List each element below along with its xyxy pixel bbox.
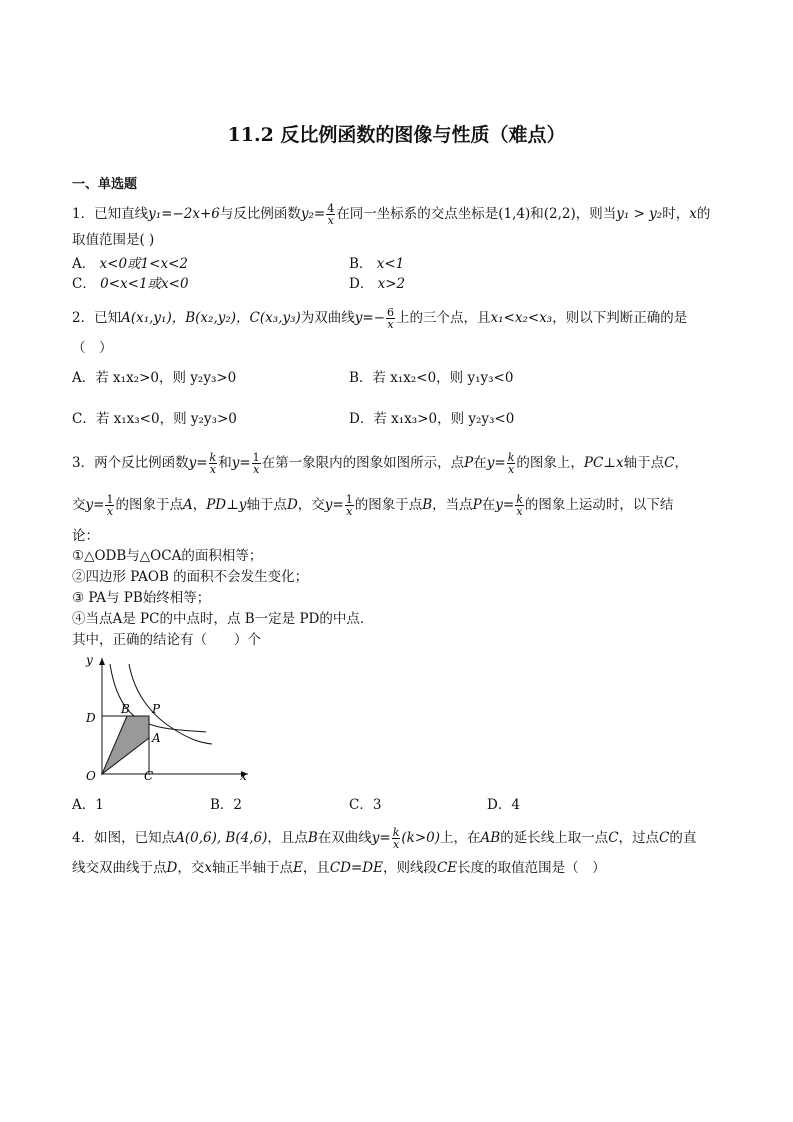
q2-text: 2．已知 <box>72 310 122 326</box>
q4-points: A(0,6), B(4,6) <box>175 830 268 846</box>
q3-text: 在 <box>481 497 496 513</box>
q4-point-e: E <box>292 860 303 876</box>
q3-eq: y= <box>495 497 515 513</box>
q4-text: 轴正半轴于点 <box>211 860 293 876</box>
q3-frac-k <box>507 452 516 475</box>
q3-frac-den: x <box>209 463 216 476</box>
q2-text: ，则以下判断正确的是 <box>552 310 688 326</box>
q4-text: 4．如图，已知点 <box>72 830 176 846</box>
q4-text: ，交 <box>177 860 205 876</box>
q1-text: 的 <box>696 206 711 222</box>
label-b: B <box>121 702 130 716</box>
q3-perp: PD⊥y <box>206 497 247 513</box>
q3-point-d: D <box>286 497 298 513</box>
q2-text: 为双曲线 <box>300 310 355 326</box>
q1-point1: (1,4) <box>498 206 531 222</box>
q4-line1 <box>72 827 696 850</box>
q4-text: 在双曲线 <box>317 830 372 846</box>
q1-option-d[interactable] <box>349 275 405 293</box>
q1-point2: (2,2) <box>543 206 576 222</box>
q1-option-d-value: x>2 <box>377 276 406 292</box>
q3-option-d[interactable]: D．4 <box>487 797 520 813</box>
q1-option-d-label: D． <box>349 276 374 292</box>
q2-frac-den: x <box>387 318 394 331</box>
q1-line2: 取值范围是( ) <box>72 232 155 248</box>
q2-points: A(x₁,y₁)，B(x₂,y₂)，C(x₃,y₃) <box>121 310 301 326</box>
label-c: C <box>144 769 154 783</box>
q3-text: ，当点 <box>432 497 473 513</box>
q4-text: 上，在 <box>440 830 481 846</box>
q1-frac-den: x <box>327 214 334 227</box>
q2-cond: x₁<x₂<x₃ <box>490 310 553 326</box>
q1-option-b-value: x<1 <box>376 256 405 272</box>
q2-line2: （ ） <box>72 340 113 356</box>
q3-frac-num: 1 <box>106 493 114 506</box>
q3-eq: y= <box>486 455 506 471</box>
q3-text: 轴于点 <box>246 497 287 513</box>
q3-text: 在第一象限内的图象如图所示，点 <box>261 455 465 471</box>
q2-eq-lhs: y=− <box>354 310 386 326</box>
q4-line2 <box>72 859 606 877</box>
q1-x: x <box>689 206 697 222</box>
q1-text: 时， <box>662 206 690 222</box>
q3-frac-num: k <box>209 451 217 464</box>
q3-conclusion-2: ②四边形 PAOB 的面积不会发生变化； <box>72 569 309 585</box>
page-title: 11.2 反比例函数的图像与性质（难点） <box>227 124 566 146</box>
q3-text: 在 <box>473 455 487 471</box>
q4-frac-num: k <box>392 826 400 839</box>
q3-frac-1 <box>105 494 114 517</box>
q2-line1 <box>72 307 687 330</box>
label-d: D <box>86 711 96 725</box>
q3-line1 <box>72 452 688 475</box>
q1-option-c-label: C． <box>72 276 96 292</box>
q3-frac-k <box>209 452 218 475</box>
q1-option-a-value: x<0或1<x<2 <box>99 256 188 272</box>
q1-text: ，则当 <box>575 206 617 222</box>
q3-frac-den: x <box>516 505 523 518</box>
q4-text: ，过点 <box>618 830 660 846</box>
q3-point-a: A <box>182 497 193 513</box>
q3-frac-den: x <box>507 463 515 476</box>
q4-text: ，则线段 <box>382 860 437 876</box>
q2-frac-num: 6 <box>387 306 395 319</box>
q3-text: 和 <box>218 455 232 471</box>
label-p: P <box>152 702 161 716</box>
q4-segment-ab: AB <box>480 830 501 846</box>
q3-option-a[interactable]: A．1 <box>72 797 104 813</box>
q1-option-a[interactable] <box>72 255 188 273</box>
q3-point-p: P <box>472 497 482 513</box>
q1-text: 1．已知直线 <box>72 206 149 222</box>
q3-text: ， <box>192 497 207 513</box>
q3-conclusion-3: ③ PA与 PB始终相等； <box>72 590 211 606</box>
q1-text: 在同一坐标系的交点坐标是 <box>336 206 499 222</box>
q3-frac-num: 1 <box>345 493 353 506</box>
q4-eq: y= <box>371 830 391 846</box>
q4-fraction <box>392 827 401 850</box>
q1-option-b-label: B． <box>349 256 373 272</box>
q3-eq: y= <box>324 497 344 513</box>
q3-frac-num: k <box>507 451 515 464</box>
q3-text: 交 <box>72 497 86 513</box>
q2-text: 上的三个点，且 <box>396 310 491 326</box>
q4-x: x <box>204 860 212 876</box>
shaded-region <box>102 716 149 774</box>
q3-frac-k <box>515 494 524 517</box>
q3-option-c[interactable]: C．3 <box>349 797 382 813</box>
q4-text: 的直 <box>669 830 697 846</box>
q4-frac-den: x <box>392 838 400 851</box>
q1-eq2: y₂= <box>300 206 326 222</box>
q1-text: 与反比例函数 <box>219 206 301 222</box>
q1-option-b[interactable] <box>349 255 404 273</box>
q1-frac-num: 4 <box>327 202 335 215</box>
section-heading: 一、单选题 <box>72 177 138 192</box>
q4-eq-cd-de: CD=DE <box>329 860 383 876</box>
q4-text: 线交双曲线于点 <box>72 860 167 876</box>
q3-text: 的图象于点 <box>115 497 183 513</box>
q3-perp: PC⊥x <box>583 455 624 471</box>
q3-frac-den: x <box>253 463 260 476</box>
q2-fraction <box>386 307 395 330</box>
q3-frac-num: 1 <box>252 451 260 464</box>
q3-line2 <box>72 494 673 517</box>
q4-point-b: B <box>307 830 318 846</box>
q1-fraction <box>326 203 335 226</box>
q1-eq1: y₁=−2x+6 <box>148 206 220 222</box>
q1-line1 <box>72 203 710 226</box>
q1-option-a-label: A． <box>72 256 96 272</box>
q3-conclusion-4: ④当点A是 PC的中点时，点 B一定是 PD的中点． <box>72 611 374 627</box>
q1-option-c-value: 0<x<1或x<0 <box>100 276 189 292</box>
q4-cond: (k>0) <box>401 830 441 846</box>
q3-option-b[interactable]: B．2 <box>210 797 243 813</box>
q1-cond: y₁ > y₂ <box>616 206 663 222</box>
q3-figure <box>72 650 262 785</box>
y-axis-arrow-icon <box>99 658 105 665</box>
q3-text: 的图象上运动时，以下结 <box>524 497 674 513</box>
q3-point-p: P <box>464 455 474 471</box>
q3-text: 3．两个反比例函数 <box>72 455 189 471</box>
q3-text: 的图象于点 <box>354 497 423 513</box>
q3-eq: y= <box>231 455 251 471</box>
q3-eq: y= <box>85 497 105 513</box>
q2-option-b[interactable]: B．若 x₁x₂<0，则 y₁y₃<0 <box>349 370 514 386</box>
q4-text: 的延长线上取一点 <box>500 830 609 846</box>
q2-option-c[interactable]: C．若 x₁x₃<0，则 y₂y₃>0 <box>72 411 237 427</box>
q4-point-c: C <box>608 830 619 846</box>
q4-text: ，且 <box>302 860 330 876</box>
q3-conclusion-1: ①△ODB与△OCA的面积相等； <box>72 548 263 564</box>
q3-frac-den: x <box>346 505 353 518</box>
q4-segment-ce: CE <box>436 860 458 876</box>
label-x: x <box>240 769 247 783</box>
q3-text: 的图象上， <box>516 455 584 471</box>
q3-text: ，交 <box>297 497 325 513</box>
q3-eq: y= <box>188 455 208 471</box>
q3-text: 轴于点 <box>623 455 665 471</box>
q2-option-d[interactable]: D．若 x₁x₃>0，则 y₂y₃<0 <box>349 411 515 427</box>
q2-option-a[interactable]: A．若 x₁x₂>0，则 y₂y₃>0 <box>72 370 237 386</box>
q3-question: 其中，正确的结论有（ ）个 <box>72 632 261 648</box>
q1-text: 和 <box>530 206 544 222</box>
q4-text: ，且点 <box>267 830 308 846</box>
q3-line3: 论： <box>72 528 99 544</box>
label-y: y <box>86 653 93 667</box>
label-o: O <box>86 769 96 783</box>
q4-point-d: D <box>166 860 178 876</box>
q3-frac-1 <box>345 494 354 517</box>
q3-frac-1 <box>252 452 261 475</box>
label-a: A <box>152 731 161 745</box>
q4-point-c: C <box>659 830 670 846</box>
q4-text: 长度的取值范围是（ ） <box>457 860 606 876</box>
q3-frac-den: x <box>106 505 114 518</box>
q3-frac-num: k <box>516 493 523 506</box>
q3-text: ， <box>674 455 688 471</box>
q3-point-b: B <box>422 497 433 513</box>
q3-point-c: C <box>664 455 675 471</box>
q1-option-c[interactable] <box>72 275 189 293</box>
